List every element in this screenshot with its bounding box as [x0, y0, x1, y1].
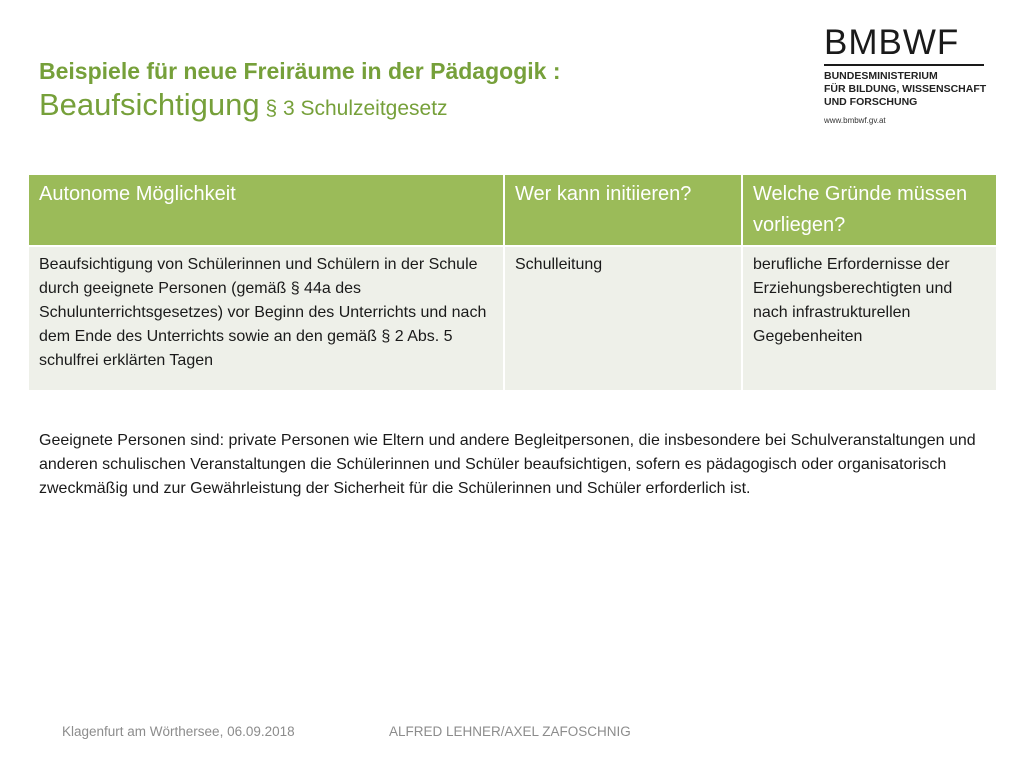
table-header-row	[29, 175, 996, 246]
cell-gruende: berufliche Erfordernisse der Erziehungsberechtigten und nach infrastrukturellen Gegebenheiten	[742, 246, 996, 390]
header-welche-gruende: Welche Gründe müssen vorliegen?	[742, 175, 996, 246]
slide-title	[39, 56, 779, 128]
title-line-2	[39, 86, 779, 128]
title-line-1: Beispiele für neue Freiräume in der Pädagogik :	[39, 58, 561, 84]
cell-initiator: Schulleitung	[504, 246, 742, 390]
table-row	[29, 246, 996, 390]
title-sub: § 3 Schulzeitgesetz	[259, 97, 448, 120]
footer-location-date: Klagenfurt am Wörthersee, 06.09.2018	[62, 724, 295, 739]
logo-line-2: FÜR BILDUNG, WISSENSCHAFT	[824, 83, 987, 95]
title-main: Beaufsichtigung	[39, 87, 260, 122]
logo-line-3: UND FORSCHUNG	[824, 96, 918, 108]
header-wer-kann-initiieren: Wer kann initiieren?	[504, 175, 742, 246]
possibilities-table	[29, 175, 996, 390]
logo-divider	[824, 64, 984, 66]
cell-moeglichkeit: Beaufsichtigung von Schülerinnen und Schülern in der Schule durch geeignete Personen (gemäß § 44a des Schulunterrichtsgesetzes) vor Beginn des Unterrichts und nach dem Ende des Unterrichts sowie an den gemäß § 2 Abs. 5 schulfrei erklärten Tagen	[29, 246, 504, 390]
header-autonome-moeglichkeit: Autonome Möglichkeit	[29, 175, 504, 246]
logo-line-1: BUNDESMINISTERIUM	[824, 70, 938, 82]
logo-url: www.bmbwf.gv.at	[824, 116, 886, 125]
note-paragraph: Geeignete Personen sind: private Personen wie Eltern und andere Begleitpersonen, die insbesondere bei Schulveranstaltungen und anderen schulischen Veranstaltungen die Schülerinnen und Schüler beaufsichtigen, sofern es pädagogisch oder organisatorisch zweckmäßig und zur Gewährleistung der Sicherheit für die Schülerinnen und Schüler erforderlich ist.	[39, 432, 976, 497]
footer-authors: ALFRED LEHNER/AXEL ZAFOSCHNIG	[389, 724, 631, 739]
bmbwf-logo	[824, 24, 1014, 127]
logo-name: BMBWF	[824, 23, 960, 62]
